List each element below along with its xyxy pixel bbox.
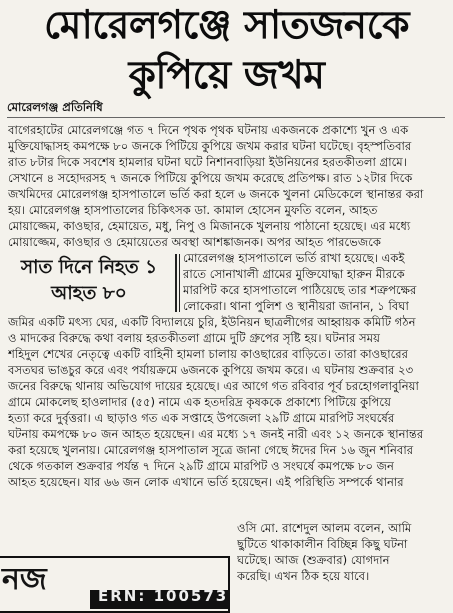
pull-quote-rule-thin (179, 254, 180, 312)
body-line: আহত হয়েছেন। যার ৬৬ জন লোক এখানে ভর্তি হয়েছেন। এই পরিস্থিতি সম্পর্কে থানার (8, 475, 404, 489)
headline-line-2: কুপিয়ে জখম (128, 53, 325, 98)
body-line: ও মাদকের বিরুদ্ধে কথা বলায় হরতকীতলা গ্রামে দুটি গ্রুপের সৃষ্টি হয়। ঘটনার সময় (8, 331, 380, 345)
pull-quote-line-1: সাত দিনে নিহত ১ (20, 257, 158, 278)
body-line: শহিদুল শেখের নেতৃত্বে একটি বাহিনী হামলা চালায় কাওছারের বাড়িতে। তারা কাওছারের (8, 347, 408, 361)
body-line: বসতঘর ভাঙচুর করে এবং পর্যায়ক্রমে ৬জনকে কুপিয়ে জখম করে। এ ঘটনায় শুক্রবার ২৩ (8, 363, 414, 377)
body-line: রাত ৮টার দিকে সবশেষ হামলার ঘটনা ঘটে নিশানবাড়িয়া ইউনিয়নের হরতকীতলা গ্রামে। (8, 155, 407, 169)
pull-quote (9, 256, 169, 308)
body-line: রাতে সোনাখালী গ্রামের মুক্তিযোদ্ধা হারুন মীরকে (183, 267, 405, 281)
byline: মোরেলগঞ্জ প্রতিনিধি (7, 100, 103, 114)
body-line: করেছি। এখন ঠিক হয়ে যাবে। (237, 569, 370, 583)
body-line: করা হয়েছে খুলনায়। মোরেলগঞ্জ হাসপাতাল সূত্রে জানা গেছে ঈদের দিন ১৬ জুন শনিবার (8, 443, 414, 457)
body-line: হয়। মোরেলগঞ্জ হাসপাতালের চিকিৎসক ডা. কামাল হোসেন মুফতি বলেন, আহত (8, 203, 378, 217)
pull-quote-line-2: আহত ৮০ (51, 283, 127, 304)
body-line: গ্রামে মোকলেছ হাওলাদার (৫৫) নামে এক হতদরিদ্র কৃষককে প্রকাশ্যে পিটিয়ে কুপিয়ে (8, 395, 391, 409)
body-line: ঘটেছে। আজ (শুক্রবার) যোগদান (237, 553, 390, 567)
adjacent-article-bar-text: ERN: 100573 (98, 590, 228, 605)
byline-divider (7, 117, 445, 118)
body-line: মুক্তিযোদ্ধাসহ কমপক্ষে ৮০ জনকে পিটিয়ে কুপিয়ে জখম করার ঘটনা ঘটেছে। বৃহস্পতিবার (8, 139, 412, 153)
pull-quote-rule (175, 254, 177, 312)
body-line: মোয়াজ্জেম, কাওছার ও হেমায়েতের অবস্থা আশঙ্কাজনক। অপর আহত পারভেজকে (8, 235, 381, 249)
headline-line-1: মোরেলগঞ্জে সাতজনকে (43, 3, 410, 48)
body-line: থেকে গতকাল শুক্রবার পর্যন্ত ৭ দিনে ২৯টি গ্রামে মারপিট ও সংঘর্ষে কমপক্ষে ৮০ জন (8, 459, 394, 473)
body-line: হত্যা করে দুর্বৃত্তরা। এ ছাড়াও গত এক সপ্তাহে উপজেলা ২৯টি গ্রামে মারপিট সংঘর্ষের (8, 411, 395, 425)
body-line: জমির একটি মৎস্য ঘের, একটি বিদ্যালয়ে চুরি, ইউনিয়ন ছাত্রলীগের আহ্বায়ক কমিটি গঠন (8, 315, 416, 329)
body-line: ছুটিতে থাকাকালীন বিচ্ছিন্ন কিছু ঘটনা (237, 537, 408, 551)
body-line: সেখানে ৪ সহোদরসহ ৭ জনকে পিটিয়ে কুপিয়ে জখম করেছে প্রতিপক্ষ। রাত ১২টার দিকে (8, 171, 413, 185)
body-line: জনের বিরুদ্ধে থানায় অভিযোগ দায়ের হয়েছে। এর আগে গত রবিবার পূর্ব চরহোগলাবুনিয়া (8, 379, 419, 393)
body-line: ঘটনায় কমপক্ষে ৮০ জন আহত হয়েছেন। এর মধ্যে ১৭ জনই নারী এবং ১২ জনকে স্থানান্তর (8, 427, 424, 441)
body-line: লোকেরা। থানা পুলিশ ও স্থানীয়রা জানান, ১ বিঘা (183, 299, 409, 313)
adjacent-article-bar (90, 590, 228, 609)
body-line: বাগেরহাটের মোরেলগঞ্জে গত ৭ দিনে পৃথক পৃথক ঘটনায় একজনকে প্রকাশ্যে খুন ও এক (8, 123, 409, 137)
body-line: ওসি মো. রাশেদুল আলম বলেন, আমি (237, 521, 412, 535)
body-line: মারপিট করে হাসপাতালে পাঠিয়েছে তার শত্রুপক্ষের (183, 283, 417, 297)
body-line: জখমিদের মোরেলগঞ্জ হাসপাতালে ভর্তি করা হলে ৬ জনকে খুলনা মেডিকেলে স্থানান্তর করা (8, 187, 424, 201)
body-line: মোরেলগঞ্জ হাসপাতালে ভর্তি রাখা হয়েছে। একই (183, 251, 405, 265)
adjacent-article-heading: নজ (2, 562, 47, 597)
body-line: মোয়াজ্জেম, কাওছার, হেমায়েত, মধু, নিপু ও মিজানকে খুলনায় পাঠানো হয়েছে। এর মধ্যে (8, 219, 411, 233)
